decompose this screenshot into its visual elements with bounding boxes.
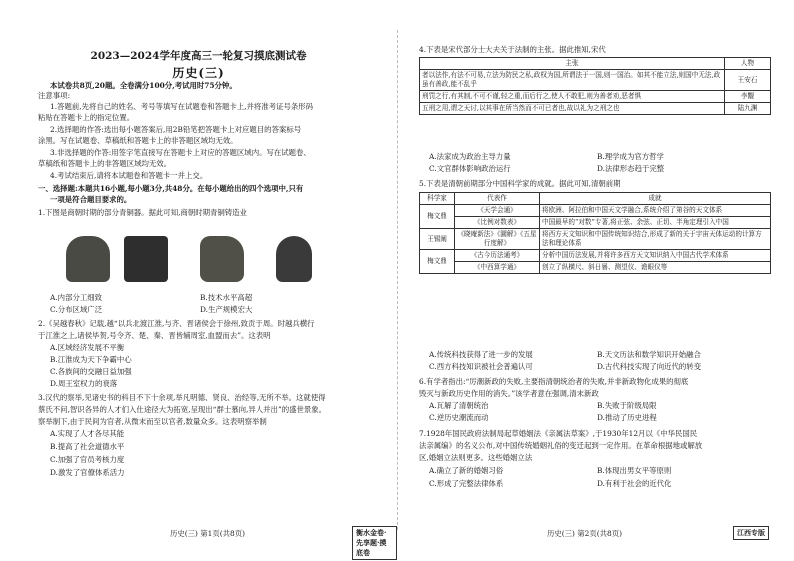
q6-option-d[interactable]: D.推动了历史进程 — [597, 413, 657, 422]
table-header: 科学家 — [420, 193, 455, 205]
table-cell: 陆九渊 — [725, 103, 771, 115]
q3-option-a[interactable]: A.实现了人才各尽其能 — [50, 429, 125, 438]
table-cell: 刑罚之行,有其制,不可不谨,轻之重,而后行之,使人不敢犯,则为善者劝,恶者惧 — [420, 91, 725, 103]
exam-subtitle: 历史(三) — [172, 66, 225, 80]
q6-option-c[interactable]: C.逆历史潮流而动 — [429, 413, 489, 422]
table-row — [420, 250, 771, 262]
q7-stem-line: 区,婚姻立法则更多。这些婚姻立法 — [419, 453, 533, 462]
table-row — [420, 262, 771, 274]
table-cell: 梅文鼎 — [420, 250, 455, 274]
q4-option-a[interactable]: A.法家成为政治主导力量 — [429, 152, 511, 161]
q7-option-d[interactable]: D.有利于社会的近代化 — [597, 479, 672, 488]
q2-option-d[interactable]: D.周王室权力的衰落 — [50, 379, 118, 388]
table-row — [420, 70, 771, 91]
table-cell: 《比例对数表》 — [455, 217, 540, 229]
q5-option-a[interactable]: A.传统科技获得了进一步的发展 — [429, 350, 533, 359]
table-row — [420, 58, 771, 70]
table-cell: 《古今历法通考》 — [455, 250, 540, 262]
q4-option-d[interactable]: D.法律形态趋于完整 — [597, 164, 665, 173]
q3-stem-line: 3.汉代的察举,见诸史书的科目不下十余项,举凡明德、贤良、治经等,无所不举。这就使得 — [38, 393, 326, 402]
page-footer: 历史(三) 第2页(共8页) — [547, 529, 623, 538]
note-line: 3.非选择题的作答:用签字笔直接写在答题卡上对应的答题区域内。写在试题卷、 — [50, 148, 311, 157]
table-cell: 将西方天文知识和中国传统知识结合,形成了新的关于宇宙天体运动的计算方法和理论体系 — [540, 229, 771, 250]
table-cell: 五刑之用,谓之天讨,以其事在所当然而不可已者也,故以礼为之刑之也 — [420, 103, 725, 115]
q1-option-d[interactable]: D.生产规模宏大 — [200, 305, 253, 314]
table-row — [420, 103, 771, 115]
bronze-vessel-image — [200, 236, 244, 282]
table-header: 人物 — [725, 58, 771, 70]
q3-option-c[interactable]: C.加强了官员考核力度 — [50, 455, 125, 464]
right-page — [397, 0, 794, 561]
table-cell: 分析中国历法发展,并将许多西方天文知识纳入中国古代学术体系 — [540, 250, 771, 262]
notes-label: 注意事项: — [38, 91, 71, 100]
exam-title: 2023—2024学年度高三一轮复习摸底测试卷 — [90, 50, 307, 62]
q6-stem-line: 毁灭与新政历史作用的消失。”该学者意在强调,清末新政 — [419, 389, 599, 398]
q3-stem-line: 察举制下,由于民间为官者,从微末而至以官者,数量众多。这表明察举制 — [38, 417, 267, 426]
note-line: 粘贴在答题卡上的指定位置。 — [38, 113, 135, 122]
q3-option-d[interactable]: D.激发了官僚体系活力 — [50, 468, 125, 477]
q5-option-d[interactable]: D.古代科技实现了向近代的转变 — [597, 362, 702, 371]
q7-stem-line: 7.1928年国民政府法制局起草婚姻法《亲属法草案》,于1930年12月以《中华民国民 — [419, 429, 698, 438]
q4-option-c[interactable]: C.文官群体影响政治运行 — [429, 164, 511, 173]
q4-stem: 4.下表是宋代部分士大夫关于法制的主张。据此推知,宋代 — [419, 45, 606, 54]
q4-option-b[interactable]: B.理学成为官方哲学 — [597, 152, 664, 161]
q1-stem: 1.下图是商朝时期的部分青铜器。据此可知,商朝时期青铜铸造业 — [38, 208, 247, 217]
q2-option-a[interactable]: A.区域经济发展不平衡 — [50, 343, 125, 352]
note-line: 4.考试结束后,请将本试题卷和答题卡一并上交。 — [50, 171, 208, 180]
q5-option-c[interactable]: C.西方科技知识被社会普遍认可 — [429, 362, 533, 371]
table-header: 主张 — [420, 58, 725, 70]
table-cell: 《中西算学通》 — [455, 262, 540, 274]
section-heading: 一、选择题:本题共16小题,每小题3分,共48分。在每小题给出的四个选项中,只有 — [38, 184, 304, 193]
table-row — [420, 217, 771, 229]
q7-option-b[interactable]: B.体现出男女平等原则 — [597, 466, 672, 475]
table-header: 代表作 — [455, 193, 540, 205]
section-heading-cont: 一项是符合题目要求的。 — [50, 195, 132, 204]
q2-option-b[interactable]: B.江淮成为天下争霸中心 — [50, 355, 132, 364]
q2-option-c[interactable]: C.各族间的交融日益加强 — [50, 367, 132, 376]
table-header: 成就 — [540, 193, 771, 205]
q6-option-a[interactable]: A.瓦解了清朝统治 — [429, 401, 489, 410]
note-line: 涂黑。写在试题卷、草稿纸和答题卡上的非答题区域均无效。 — [38, 136, 238, 145]
note-line: 1.答题前,先将自己的姓名、考号等填写在试题卷和答题卡上,并将准考证号条形码 — [50, 102, 314, 111]
bronze-vessel-image — [124, 236, 168, 282]
table-cell: 梅文鼎 — [420, 205, 455, 229]
bronze-vessel-image — [66, 236, 110, 282]
table-row — [420, 193, 771, 205]
table-row — [420, 205, 771, 217]
q6-stem-line: 6.有学者指出:“厉潮新政的失败,主要指清朝统治者的失败,并非新政物化成果的彻底 — [419, 377, 689, 386]
q5-table — [419, 192, 771, 274]
table-cell: 王锡阐 — [420, 229, 455, 250]
note-line: 草稿纸和答题卡上的非答题区域均无效。 — [38, 159, 172, 168]
table-cell: 王安石 — [725, 70, 771, 91]
exam-intro: 本试卷共8页,20题。全卷满分100分,考试用时75分钟。 — [50, 81, 237, 90]
q7-option-a[interactable]: A.确立了新的婚姻习俗 — [429, 466, 504, 475]
bronze-vessel-image — [276, 236, 312, 282]
page-footer: 历史(三) 第1页(共8页) — [170, 529, 246, 538]
table-cell: 李觏 — [725, 91, 771, 103]
q2-stem-line: 2.《吴越春秋》记载,越“以兵北渡江淮,与齐、晋诸侯会于徐州,致贡于周。时越兵横行 — [38, 319, 315, 328]
q6-option-b[interactable]: B.失败于阶级局限 — [597, 401, 657, 410]
table-cell: 将欧洲、阿拉伯和中国天文学融合,系统介绍了第谷的天文体系 — [540, 205, 771, 217]
q1-option-c[interactable]: C.分布区域广泛 — [50, 305, 103, 314]
q7-stem-line: 法亲属编》的名义公布,对中国传统婚姻礼俗的变迁起到一定作用。在革命根据地或解放 — [419, 441, 703, 450]
q7-option-c[interactable]: C.形成了完整法律体系 — [429, 479, 504, 488]
q5-stem: 5.下表是清朝前期部分中国科学家的成就。据此可知,清朝前期 — [419, 179, 621, 188]
q4-table — [419, 57, 771, 115]
q2-stem-line: 于江淮之上,诸侯毕贺,号令齐、楚、秦、晋皆辅周室,血盟而去”。这表明 — [38, 331, 271, 340]
table-cell: 中国最早的“对数”专著,将正弦、余弦、正切、半角定理引入中国 — [540, 217, 771, 229]
q1-option-b[interactable]: B.技术水平高超 — [200, 293, 253, 302]
table-cell: 者以法作,有法不可易,立法为防民之私,政权为国,所谓法于一国,则一国治。如其不能立法,则国中无法,政虽有善政,能不乱乎 — [420, 70, 725, 91]
table-row — [420, 91, 771, 103]
edition-badge: 江西专版 — [733, 526, 769, 540]
table-row — [420, 229, 771, 250]
note-line: 2.选择题的作答:选出每小题答案后,用2B铅笔把答题卡上对应题目的答案标号 — [50, 125, 302, 134]
q3-option-b[interactable]: B.提高了社会道德水平 — [50, 442, 125, 451]
q5-option-b[interactable]: B.天文历法和数学知识开始融合 — [597, 350, 701, 359]
q1-option-a[interactable]: A.内部分工细致 — [50, 293, 103, 302]
q3-stem-line: 蔡氏不问,智识各异的人才们入仕途径大为拓宽,呈现出“群士慕向,异人并出”的盛世景象。 — [38, 405, 327, 414]
publisher-mark: 衡水金卷·先享题·摸底卷 — [352, 526, 397, 560]
table-cell: 创立了纵横尺、斜日晷、测望仪、谵眼仪等 — [540, 262, 771, 274]
table-cell: 《晓庵新法》《圜解》《五星行度解》 — [455, 229, 540, 250]
table-cell: 《天学会通》 — [455, 205, 540, 217]
